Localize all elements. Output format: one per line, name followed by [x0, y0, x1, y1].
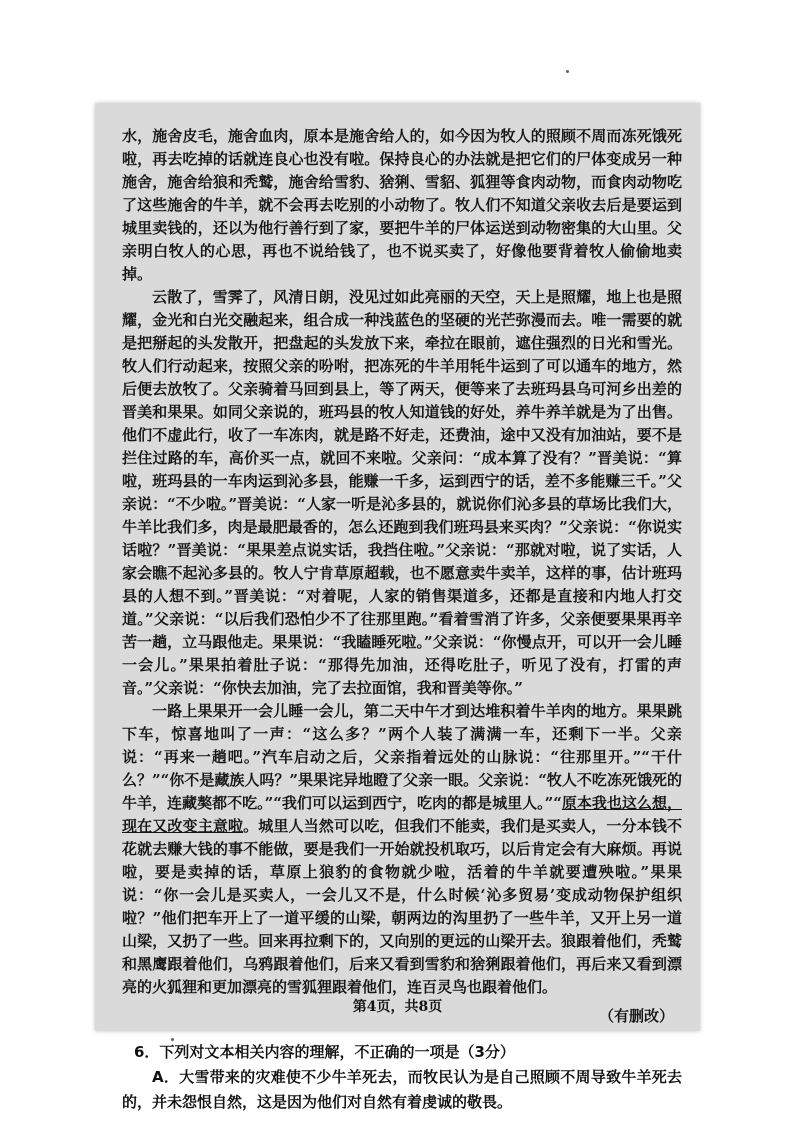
- exam-page: [95, 103, 700, 1111]
- passage-paragraph-1: [122, 125, 682, 286]
- paragraph-text: 。城里人当然可以吃，但我们不能卖，我们是买卖人，一分本钱不花就去赚大钱的事不能做，要是我们一开始就投机取巧，以后肯定会有大麻烦。再说啦，要是卖掉的话，草原上狼豹的食物就少啦，活着的牛羊就要遭殃啦。”果果说：“你一会儿是买卖人，一会儿又不是，什么时候‘沁多贸易’变成动物保护组织啦？”他们把车开上了一道平缓的山梁，朝两边的沟里扔了一些牛羊，又开上另一道山梁，又扔了一些。回来再拉剩下的，又向别的更远的山梁开去。狼跟着他们，秃鹫和黑鹰跟着他们，乌鸦跟着他们，后来又看到雪豹和猞猁跟着他们，再后来又看到漂亮的火狐狸和更加漂亮的雪狐狸跟着他们，连百灵鸟也跟着他们。: [122, 817, 682, 996]
- paragraph-text: 水，施舍皮毛，施舍血肉，原本是施舍给人的，如今因为牧人的照顾不周而冻死饿死啦，再去吃掉的话就连良心也没有啦。保持良心的办法就是把它们的尸体变成另一种施舍，施舍给狼和秃鹫，施舍给雪豹、猞猁、雪貂、狐狸等食肉动物，而食肉动物吃了这些施舍的牛羊，就不会再去吃别的小动物了。牧人们不知道父亲收去后是要运到城里卖钱的，还以为他行善行到了家，要把牛羊的尸体运送到动物密集的大山里。父亲明白牧人的心思，再也不说给钱了，也不说买卖了，好像他要背着牧人偷偷地卖掉。: [122, 127, 682, 283]
- passage-paragraph-3: [122, 700, 682, 999]
- abridged-note: （有删改）: [598, 1007, 674, 1025]
- scan-speck: [566, 70, 569, 73]
- paragraph-text: 云散了，雪霁了，风清日朗，没见过如此亮丽的天空，天上是照耀，地上也是照耀，金光和白光交融起来，组合成一种浅蓝色的坚硬的光芒弥漫而去。唯一需要的就是把掰起的头发散开，把盘起的头发放下来，牵拉在眼前，遮住强烈的日光和雪光。牧人们行动起来，按照父亲的吩咐，把冻死的牛羊用牦牛运到了可以通车的地方，然后便去放牧了。父亲骑着马回到县上，等了两天，便等来了去班玛县乌可河乡出差的晋美和果果。如同父亲说的，班玛县的牧人知道钱的好处，养牛养羊就是为了出售。他们不虚此行，收了一车冻肉，就是路不好走，还费油，途中又没有加油站，要不是拦住过路的车，高价买一点，就回不来啦。父亲问：“成本算了没有？”晋美说：“算啦，班玛县的一车肉运到沁多县，能赚一千多，运到西宁的话，差不多能赚三千。”父亲说：“不少啦。”晋美说：“人家一听是沁多县的，就说你们沁多县的草场比我们大，牛羊比我们多，肉是最肥最香的，怎么还跑到我们班玛县来买肉？”父亲说：“你说实话啦？”晋美说：“果果差点说实话，我挡住啦。”父亲说：“那就对啦，说了实话，人家会瞧不起沁多县的。牧人宁肯草原超载，也不愿意卖牛卖羊，这样的事，估计班玛县的人想不到。”晋美说：“对着呢，人家的销售渠道多，还都是直接和内地人打交道。”父亲说：“以后我们恐怕少不了往那里跑。”看着雪消了许多，父亲便要果果再辛苦一趟，立马跟他走。果果说：“我瞌睡死啦。”父亲说：“你慢点开，可以开一会儿睡一会儿。”果果拍着肚子说：“那得先加油，还得吃肚子，听见了没有，打雷的声音。”父亲说：“你快去加油，完了去拉面馆，我和晋美等你。”: [122, 288, 682, 697]
- paragraph-text: 一路上果果开一会儿睡一会儿，第二天中午才到达堆积着牛羊肉的地方。果果跳下车，惊喜地叫了一声：“这么多？”两个人装了满满一车，还剩下一半。父亲说：“再来一趟吧。”汽车启动之后，父亲指着远处的山脉说：“往那里开。”“干什么？”“你不是藏族人吗？”果果诧异地瞪了父亲一眼。父亲说：“牧人不吃冻死饿死的牛羊，连藏獒都不吃。”“我们可以运到西宁，吃肉的都是城里人。”“: [122, 702, 682, 812]
- reading-passage: [122, 125, 682, 1115]
- page-number: 第4页，共8页: [352, 999, 443, 1015]
- question-6: [122, 1040, 682, 1115]
- underlined-sentence: 原本我也这么想，现在又改变主意啦: [122, 794, 682, 835]
- question-title: 6．下列对文本相关内容的理解，不正确的一项是（3分）: [134, 1043, 515, 1061]
- passage-paragraph-2: [122, 286, 682, 700]
- option-a: A．大雪带来的灾难使不少牛羊死去，而牧民认为是自己照顾不周导致牛羊死去的，并未怨恨自然，这是因为他们对自然有着虔诚的敬畏。: [122, 1068, 682, 1111]
